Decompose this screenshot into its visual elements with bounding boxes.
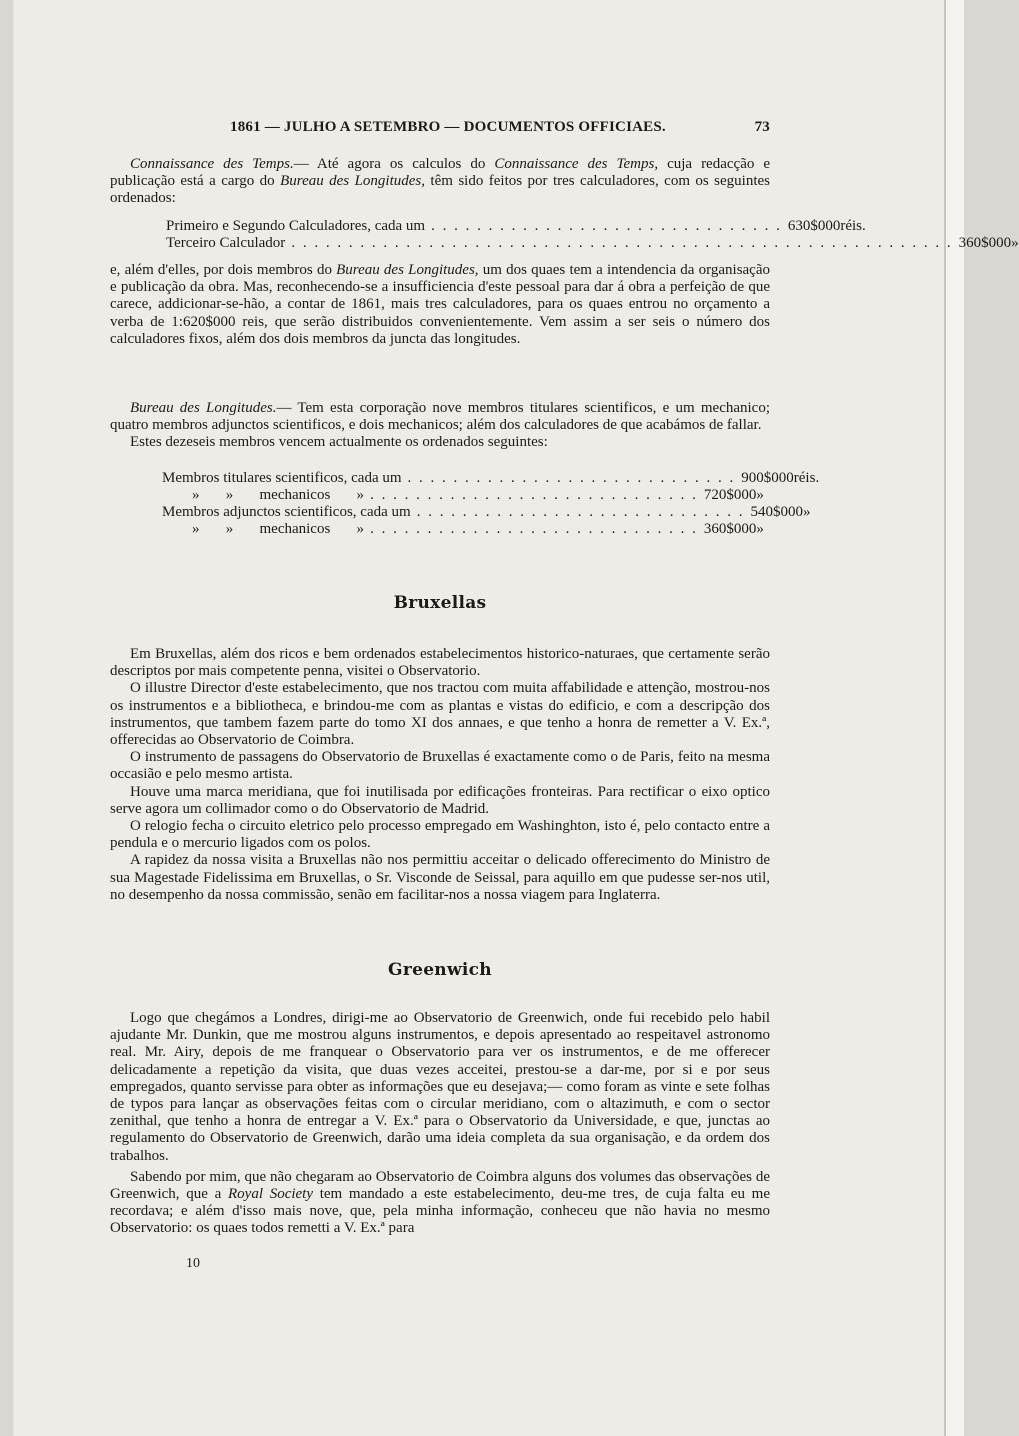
salary-row [162, 486, 764, 504]
connaissance-section [110, 156, 1019, 348]
connaissance-paragraph-1 [110, 156, 770, 208]
bruxellas-paragraph: O relogio fecha o circuito eletrico pelo processo empregado em Washinghton, isto é, pelo contacto entre a pendula e o mercurio ligados com os polos. [110, 818, 770, 852]
salary-unit: réis. [840, 217, 866, 234]
connaissance-lead-title: Connaissance des Temps. [130, 156, 294, 172]
header-title: 1861 — JULHO A SETEMBRO — DOCUMENTOS OFFICIAES. [230, 119, 666, 135]
italic-run: Bureau des Longitudes, [280, 173, 425, 190]
bureau-lead-title: Bureau des Longitudes. [130, 400, 277, 416]
salary-row [162, 504, 811, 521]
bruxellas-paragraph: O illustre Director d'este estabelecimento, que nos tractou com muita affabilidade e attenção, mostrou-nos os instrumentos e a bibliotheca, e brindou-me com as plantas e vistas do edificio, e com a descripção dos instrumentos, que tambem fazem parte do tomo XI dos annaes, e que tenho a honra de remetter a V. Ex.ª, offerecidas ao Observatorio de Coimbra. [110, 680, 770, 749]
salary-row [162, 469, 820, 487]
connaissance-salary-table [166, 217, 1019, 252]
bureau-paragraph-1 [110, 400, 770, 434]
salary-label: » » mechanicos » [192, 486, 365, 503]
leader-dots: . . . . . . . . . . . . . . . . . . . . . . . . . . . . . [416, 504, 745, 521]
salary-unit: réis. [793, 469, 820, 486]
leader-dots: . . . . . . . . . . . . . . . . . . . . . . . . . . . . . [407, 469, 736, 486]
salary-label: Primeiro e Segundo Calculadores, cada um [166, 217, 426, 234]
bruxellas-paragraph: O instrumento de passagens do Observatorio de Bruxellas é exactamente como o de Paris, feito na mesma occasião e pelo mesmo artista. [110, 749, 770, 783]
bureau-section [110, 400, 820, 538]
salary-label: » » mechanicos » [192, 521, 365, 538]
text-run: e, além d'elles, por dois membros do [110, 262, 337, 279]
salary-label: Membros adjunctos scientificos, cada um [162, 504, 411, 521]
text-run: — Até agora os calculos do [293, 156, 495, 172]
leader-dots: . . . . . . . . . . . . . . . . . . . . . . . . . . . . . [370, 521, 698, 538]
greenwich-paragraph-2 [110, 1169, 770, 1238]
bruxellas-paragraph: Em Bruxellas, além dos ricos e bem ordenados estabelecimentos historico-naturaes, que certamente serão descriptos por mais competente penna, visitei o Observatorio. [110, 646, 770, 680]
bruxellas-section [110, 646, 770, 904]
leader-dots: . . . . . . . . . . . . . . . . . . . . . . . . . . . . . . . [431, 217, 782, 234]
greenwich-section [110, 1010, 770, 1238]
connaissance-paragraph-2 [110, 262, 770, 348]
bureau-salary-table [162, 469, 820, 539]
salary-unit: » [802, 504, 811, 521]
text-run: têm sido feitos por tres calculadores, com os seguintes ordenados: [110, 173, 771, 207]
bruxellas-paragraph: Houve uma marca meridiana, que foi inutilisada por edificações fronteiras. Para rectificar o eixo optico serve agora um collimador como o do Observatorio de Madrid. [110, 783, 770, 817]
salary-amount: 360$000 [958, 234, 1012, 251]
italic-run: Connaissance des Temps, [494, 156, 659, 172]
running-header [230, 119, 770, 141]
text-run: tem mandado a este estabelecimento, deu-me tres, de cuja falta eu me recordava; e além d'isso mais nove, que, pela minha informação, conheceu que não havia no mesmo Observatorio: os quaes todos remetti a V. Ex.ª para [110, 1186, 771, 1237]
page-edge [944, 0, 964, 1436]
text-run: cuja redacção e publicação está a cargo do [110, 156, 771, 190]
salary-label: Membros titulares scientificos, cada um [162, 469, 402, 486]
leader-dots: . . . . . . . . . . . . . . . . . . . . . . . . . . . . . . . . . . . . . . . . . . . . . . . . . . . . . . . . . . [291, 234, 953, 251]
bruxellas-paragraph: A rapidez da nossa visita a Bruxellas não nos permittiu acceitar o delicado offerecimento do Ministro de sua Magestade Fidelissima em Bruxellas, o Sr. Visconde de Seissal, para aquillo em que pudesse ser-nos util, no desempenho da nossa commissão, senão em facilitar-nos a nossa viagem para Inglaterra. [110, 852, 770, 903]
salary-amount: 360$000 [703, 521, 757, 538]
salary-row [162, 521, 764, 538]
greenwich-heading: Greenwich [388, 960, 492, 980]
italic-run: Royal Society [228, 1186, 314, 1203]
bruxellas-heading: Bruxellas [393, 593, 487, 613]
text-run: um dos quaes tem a intendencia da organisação e publicação da obra. Mas, reconhecendo-se a insufficiencia d'este pessoal para dar á obra a perfeição de que carece, addicionar-se-hão, a contar de 1861, mais tres calculadores, para os quaes entrou no orçamento a verba de 1:620$000 reis, que serão distribuidos convenientemente. Vem assim a ser seis o número dos calculadores fixos, além dos dois membros da juncta das longitudes. [110, 262, 770, 347]
page-number: 73 [754, 119, 770, 135]
salary-unit: » [756, 521, 764, 538]
text-run: Sabendo por mim, que não chegaram ao Observatorio de Coimbra alguns dos volumes das observações de Greenwich, que a [110, 1168, 770, 1203]
greenwich-paragraph-1: Logo que chegámos a Londres, dirigi-me ao Observatorio de Greenwich, onde fui recebido pelo habil ajudante Mr. Dunkin, que me mostrou alguns instrumentos, e depois apresentado ao respeitavel astronomo real. Mr. Airy, depois de me franquear o Observatorio para ver os instrumentos, e de me offerecer delicadamente a repetição da visita, que duas vezes acceitei, prestou-se a dar-me, por si e por seus empregados, quanto servisse para obter as informações que eu desejava;— como foram as vinte e sete folhas de typos para lançar as observações feitas com o circular meridiano, com o altazimuth, e com o sector zenithal, que tenho a honra de entregar a V. Ex.ª para o Observatorio da Universidade, e que, junctas ao regulamento do Observatorio de Greenwich, darão uma ideia completa da sua organisação, e da ordem dos trabalhos. [110, 1010, 770, 1164]
text-run: — Tem esta corporação nove membros titulares scientificos, e um mechanico; quatro membros adjunctos scientificos, e dois mechanicos; além dos calculadores de que acabámos de fallar. [110, 400, 770, 434]
salary-amount: 720$000 [703, 486, 757, 503]
salary-amount: 540$000 [750, 504, 803, 521]
salary-unit: » [756, 486, 764, 503]
salary-amount: 630$000 [787, 217, 841, 234]
salary-row [166, 234, 1019, 252]
italic-run: Bureau des Longitudes, [336, 262, 479, 279]
salary-row [166, 217, 866, 235]
leader-dots: . . . . . . . . . . . . . . . . . . . . . . . . . . . . . [370, 486, 698, 503]
bureau-paragraph-2: Estes dezeseis membros vencem actualmente os ordenados seguintes: [130, 434, 548, 451]
salary-unit: » [1011, 234, 1019, 251]
salary-label: Terceiro Calculador [166, 234, 286, 251]
salary-amount: 900$000 [741, 469, 794, 486]
signature-mark: 10 [186, 1256, 200, 1271]
